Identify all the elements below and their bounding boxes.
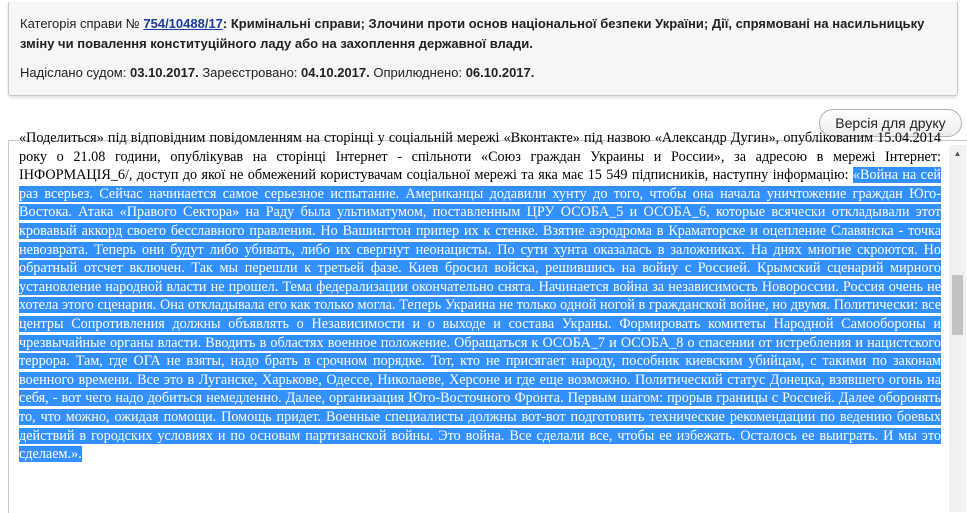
category-text: Кримінальні справи; Злочини проти основ національної безпеки України; Дії, спрямовані на насильницьку зміну чи повалення конституційного ладу або на захоплення державної влади. bbox=[20, 16, 925, 51]
sent-label: Надіслано судом: bbox=[20, 65, 127, 80]
category-label: Категорія справи № bbox=[20, 16, 140, 31]
registered-date: 04.10.2017. bbox=[301, 65, 370, 80]
sent-date: 03.10.2017. bbox=[130, 65, 199, 80]
published-label: Оприлюднено: bbox=[373, 65, 463, 80]
case-category-line: Категорія справи № 754/10488/17: Кримінальні справи; Злочини проти основ національної безпеки України; Дії, спрямовані на насильницьку зміну чи повалення конституційного ладу або на захоплення державної влади. bbox=[20, 16, 925, 51]
scrollbar-thumb[interactable] bbox=[952, 275, 963, 335]
selected-quote-text[interactable]: «Война на сей раз всерьез. Сейчас начинается самое серьезное испытание. Американцы додавили хунту до того, чтобы она начала уничтожение граждан Юго-Востока. Атака «Правого Сектора» на Раду была ультиматумом, поставленным ЦРУ ОСОБА_5 и ОСОБА_6, которые всячески откладывали этот кровавый аккорд своего бесславного правления. Но Вашингтон припер их к стенке. Взятие аэродрома в Краматорске и оцепление Славянска - точка невозврата. Теперь они будут либо убивать, либо их свергнут неонацисты. По сути хунта оказалась в заложниках. На днях многие скроются. Но обратный отсчет включен. Так мы перешли к третьей фазе. Киев бросил войска, решившись на войну с Россией. Крымский сценарий мирного установление народной власти не прошел. Тема федерализации окончательно снята. Начинается война за независимость Новороссии. Россия очень не хотела этого сценария. Она откладывала его как только могла. Теперь Украина не только одной ногой в гражданской войне, но двумя. Политически: все центры Сопротивления должны объявлять о Независимости и о выходе и состава Украны. Формировать комитеты Народной Самообороны и чрезвычайные органы власти. Вводить в областях военное положение. Обращаться к ОСОБА_7 и ОСОБА_8 о спасении от истребления и нацистского террора. Там, где ОГА не взяты, надо брать в срочном порядке. Тот, кто не присягает народу, пособник киевским убийцам, с такими по законам военного времени. Все это в Луганске, Харькове, Одессе, Николаеве, Херсоне и где еще возможно. Политический статус Донецка, взявшего огонь на себя, - вот чего надо добиться немедленно. Далее, организация Юго-Восточного Фронта. Первым шагом: прорыв границы с Россией. Далее оборонять то, что можно, ожидая помощи. Помощь придет. Военные специалисты должны вот-вот подготовить технические рекомендации по ведению боевых действий в городских условиях и по основам партизанской войны. Это война. Все сделали все, чтобы ее избежать. Осталось ее выиграть. И мы это сделаем.». bbox=[19, 167, 941, 463]
vertical-scrollbar[interactable] bbox=[949, 145, 966, 512]
chevron-up-icon[interactable]: ▲ bbox=[953, 148, 962, 158]
document-intro-text[interactable]: «Поделиться» під відповідним повідомленням на сторінці у соціальній мережі «Вконтакте» під назвою «Александр Дугин», опублікованим 15.04.2014 року о 21.08 години, опублікував на сторінці Інтернет - спільноти «Союз граждан Украины и России», за адресою в мережі Інтернет: ІНФОРМАЦІЯ_6/, доступ до якої не обмежений користувачам соціальної мережі та яка має 15 549 підписників, наступну інформацію: bbox=[19, 130, 941, 184]
document-viewer[interactable] bbox=[8, 130, 967, 513]
published-date: 06.10.2017. bbox=[465, 65, 535, 80]
registered-label: Зареєстровано: bbox=[202, 65, 298, 80]
case-info-panel bbox=[8, 2, 958, 96]
case-dates-line bbox=[20, 64, 947, 82]
case-number-link[interactable]: 754/10488/17 bbox=[143, 16, 223, 31]
print-version-button[interactable]: Версія для друку bbox=[819, 109, 962, 137]
document-text[interactable] bbox=[19, 129, 941, 464]
